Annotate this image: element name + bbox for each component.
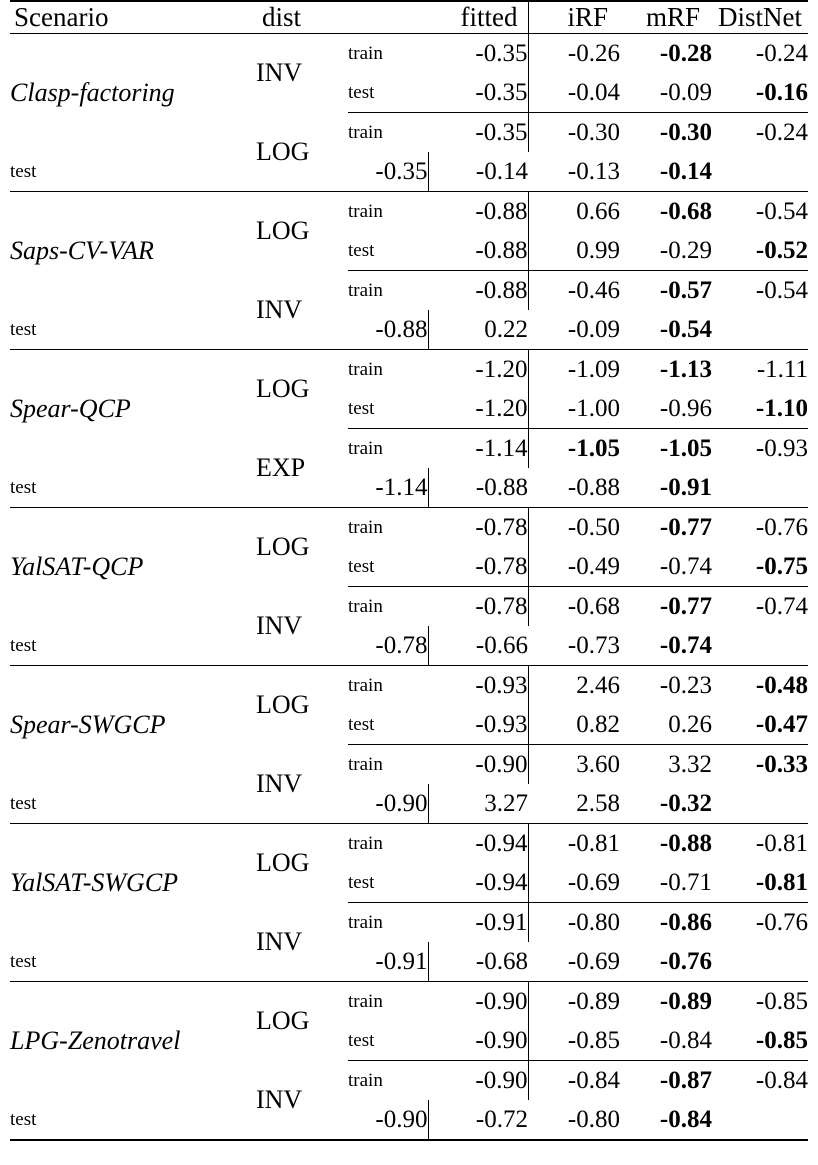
scenario-label: YalSAT-QCP — [10, 552, 144, 581]
cell-mrf: 2.58 — [576, 789, 620, 817]
split-label: test — [348, 81, 375, 103]
cell-mrf: -0.28 — [659, 39, 712, 67]
cell-fitted: -0.88 — [475, 197, 528, 225]
dist-label: LOG — [256, 1006, 310, 1036]
table-row — [10, 350, 808, 389]
cell-distnet: -0.47 — [755, 710, 808, 738]
cell-distnet: -0.91 — [659, 473, 712, 501]
cell-mrf: -0.87 — [659, 1066, 712, 1094]
cell-mrf: -0.13 — [567, 157, 620, 185]
cell-fitted: -0.90 — [475, 750, 528, 778]
cell-distnet: -0.48 — [755, 671, 808, 699]
cell-irf: -0.66 — [428, 626, 528, 666]
cell-mrf: -1.05 — [659, 434, 712, 462]
cell-distnet: -0.52 — [755, 236, 808, 264]
cell-fitted: -0.94 — [475, 868, 528, 896]
split-label: test — [10, 476, 37, 498]
header-dist: dist — [262, 2, 302, 32]
cell-fitted: -0.88 — [375, 315, 428, 343]
cell-fitted: -0.94 — [475, 829, 528, 857]
split-label: train — [348, 200, 383, 222]
cell-irf: -0.50 — [528, 508, 620, 547]
cell-irf: 3.27 — [428, 784, 528, 824]
split-label: train — [348, 121, 383, 143]
cell-irf: -0.49 — [528, 547, 620, 587]
cell-mrf: -0.73 — [567, 631, 620, 659]
cell-distnet: -0.33 — [755, 750, 808, 778]
table-row — [10, 34, 808, 73]
table-row — [10, 152, 808, 192]
cell-irf: -0.89 — [528, 982, 620, 1021]
cell-mrf: -0.57 — [659, 276, 712, 304]
cell-mrf: -0.09 — [659, 78, 712, 106]
cell-distnet: -0.84 — [755, 1066, 808, 1094]
cell-distnet: -0.54 — [755, 276, 808, 304]
cell-fitted: -0.90 — [375, 789, 428, 817]
cell-distnet: -0.93 — [755, 434, 808, 462]
dist-label: INV — [256, 295, 303, 324]
table-row — [10, 192, 808, 231]
dist-label: INV — [256, 58, 303, 88]
cell-irf: -0.80 — [528, 903, 620, 942]
split-label: test — [10, 792, 37, 814]
cell-fitted: -0.78 — [375, 631, 428, 659]
split-label: train — [348, 437, 383, 459]
cell-irf: 3.60 — [528, 745, 620, 784]
cell-fitted: -0.35 — [375, 157, 428, 185]
cell-irf: -0.72 — [428, 1100, 528, 1140]
cell-mrf: -0.69 — [567, 947, 620, 975]
split-label: test — [10, 634, 37, 656]
cell-mrf: -0.96 — [659, 394, 712, 422]
cell-distnet: -0.54 — [659, 315, 712, 343]
table-row — [10, 666, 808, 705]
cell-fitted: -0.90 — [475, 1066, 528, 1094]
cell-fitted: -1.20 — [475, 355, 528, 383]
table-bottom-rule — [10, 1140, 808, 1141]
cell-fitted: -1.14 — [475, 434, 528, 462]
cell-irf: 2.46 — [528, 666, 620, 705]
dist-label: LOG — [256, 532, 310, 562]
cell-distnet: -0.85 — [755, 987, 808, 1015]
cell-irf: -1.05 — [528, 429, 620, 468]
cell-irf: -0.46 — [528, 271, 620, 310]
cell-mrf: 0.26 — [668, 710, 712, 738]
split-label: test — [348, 555, 375, 577]
dist-label: INV — [256, 927, 303, 956]
cell-mrf: -0.30 — [659, 118, 712, 146]
cell-mrf: -0.80 — [567, 1105, 620, 1133]
cell-distnet: -1.10 — [755, 394, 808, 422]
cell-mrf: -0.68 — [659, 197, 712, 225]
cell-irf: -0.85 — [528, 1021, 620, 1061]
cell-irf: -0.14 — [428, 152, 528, 192]
header-mrf: mRF — [645, 2, 700, 32]
cell-distnet: -0.24 — [755, 39, 808, 67]
split-label: train — [348, 595, 383, 617]
cell-irf: -0.30 — [528, 113, 620, 152]
cell-distnet: -0.85 — [755, 1026, 808, 1054]
dist-label: LOG — [256, 690, 310, 720]
split-label: train — [348, 42, 383, 64]
cell-fitted: -0.78 — [475, 552, 528, 580]
cell-fitted: -0.35 — [475, 78, 528, 106]
header-fitted: fitted — [460, 2, 518, 32]
cell-distnet: -0.74 — [659, 631, 712, 659]
split-label: train — [348, 279, 383, 301]
split-label: test — [348, 397, 375, 419]
cell-distnet: -0.76 — [755, 908, 808, 936]
split-label: test — [348, 713, 375, 735]
split-label: test — [348, 1029, 375, 1051]
cell-irf: 0.66 — [528, 192, 620, 231]
cell-distnet: -0.81 — [755, 829, 808, 857]
cell-mrf: -0.86 — [659, 908, 712, 936]
cell-fitted: -0.90 — [475, 1026, 528, 1054]
cell-distnet: -0.24 — [755, 118, 808, 146]
cell-fitted: -0.93 — [475, 671, 528, 699]
dist-label: INV — [256, 1085, 303, 1114]
cell-irf: -1.00 — [528, 389, 620, 429]
split-label: train — [348, 358, 383, 380]
cell-fitted: -0.90 — [475, 987, 528, 1015]
table-row — [10, 824, 808, 863]
cell-irf: -0.69 — [528, 863, 620, 903]
cell-mrf: -0.74 — [659, 552, 712, 580]
cell-mrf: -0.29 — [659, 236, 712, 264]
cell-irf: -0.84 — [528, 1061, 620, 1100]
table-row — [10, 942, 808, 982]
split-label: test — [10, 950, 37, 972]
cell-distnet: -0.84 — [659, 1105, 712, 1133]
cell-irf: 0.22 — [428, 310, 528, 350]
cell-distnet: -0.81 — [755, 868, 808, 896]
cell-mrf: -1.13 — [659, 355, 712, 383]
cell-irf: -0.68 — [528, 587, 620, 626]
table-row — [10, 310, 808, 350]
scenario-label: Saps-CV-VAR — [10, 236, 154, 265]
cell-distnet: -0.76 — [755, 513, 808, 541]
split-label: train — [348, 990, 383, 1012]
cell-mrf: -0.23 — [659, 671, 712, 699]
cell-fitted: -0.91 — [375, 947, 428, 975]
split-label: test — [10, 160, 37, 182]
table-row — [10, 784, 808, 824]
cell-mrf: -0.89 — [659, 987, 712, 1015]
cell-fitted: -0.88 — [475, 276, 528, 304]
cell-mrf: -0.88 — [659, 829, 712, 857]
split-label: train — [348, 832, 383, 854]
cell-fitted: -1.20 — [475, 394, 528, 422]
cell-distnet: -0.54 — [755, 197, 808, 225]
dist-label: LOG — [256, 137, 310, 166]
table-row — [10, 626, 808, 666]
cell-irf: -0.88 — [428, 468, 528, 508]
results-table-body — [10, 1, 808, 1141]
cell-irf: -0.81 — [528, 824, 620, 863]
dist-label: LOG — [256, 374, 310, 404]
cell-mrf: -0.88 — [567, 473, 620, 501]
cell-fitted: -0.88 — [475, 236, 528, 264]
cell-fitted: -0.90 — [375, 1105, 428, 1133]
scenario-label: Clasp-factoring — [10, 78, 175, 107]
cell-distnet: -0.75 — [755, 552, 808, 580]
cell-irf: -0.26 — [528, 34, 620, 73]
split-label: test — [10, 318, 37, 340]
dist-label: EXP — [256, 453, 306, 482]
cell-fitted: -0.78 — [475, 592, 528, 620]
cell-mrf: -0.71 — [659, 868, 712, 896]
dist-label: INV — [256, 611, 303, 640]
cell-mrf: -0.84 — [659, 1026, 712, 1054]
cell-irf: 0.99 — [528, 231, 620, 271]
cell-mrf: -0.77 — [659, 592, 712, 620]
cell-distnet: -0.14 — [659, 157, 712, 185]
cell-irf: -1.09 — [528, 350, 620, 389]
cell-fitted: -1.14 — [375, 473, 428, 501]
cell-mrf: -0.77 — [659, 513, 712, 541]
split-label: train — [348, 911, 383, 933]
table-row — [10, 508, 808, 547]
header-irf: iRF — [528, 2, 620, 34]
split-label: train — [348, 1069, 383, 1091]
cell-distnet: -1.11 — [756, 355, 808, 383]
cell-distnet: -0.74 — [755, 592, 808, 620]
split-label: test — [348, 239, 375, 261]
scenario-label: Spear-QCP — [10, 394, 131, 423]
cell-distnet: -0.76 — [659, 947, 712, 975]
split-label: train — [348, 753, 383, 775]
split-label: train — [348, 516, 383, 538]
cell-distnet: -0.16 — [755, 78, 808, 106]
scenario-label: Spear-SWGCP — [10, 710, 166, 739]
cell-fitted: -0.35 — [475, 118, 528, 146]
split-label: train — [348, 674, 383, 696]
header-distnet: DistNet — [718, 2, 802, 32]
cell-mrf: -0.09 — [567, 315, 620, 343]
cell-fitted: -0.91 — [475, 908, 528, 936]
cell-fitted: -0.35 — [475, 39, 528, 67]
table-row — [10, 468, 808, 508]
table-header-row — [10, 2, 808, 34]
scenario-label: LPG-Zenotravel — [10, 1026, 181, 1055]
split-label: test — [348, 871, 375, 893]
cell-fitted: -0.78 — [475, 513, 528, 541]
cell-distnet: -0.32 — [659, 789, 712, 817]
dist-label: LOG — [256, 848, 310, 878]
table-row — [10, 982, 808, 1021]
dist-label: LOG — [256, 216, 310, 246]
split-label: test — [10, 1108, 37, 1130]
results-table — [10, 0, 808, 1141]
header-scenario: Scenario — [14, 2, 109, 32]
cell-irf: -0.04 — [528, 73, 620, 113]
cell-irf: 0.82 — [528, 705, 620, 745]
cell-mrf: 3.32 — [668, 750, 712, 778]
cell-fitted: -0.93 — [475, 710, 528, 738]
dist-label: INV — [256, 769, 303, 798]
cell-irf: -0.68 — [428, 942, 528, 982]
scenario-label: YalSAT-SWGCP — [10, 868, 179, 897]
table-row — [10, 1100, 808, 1140]
